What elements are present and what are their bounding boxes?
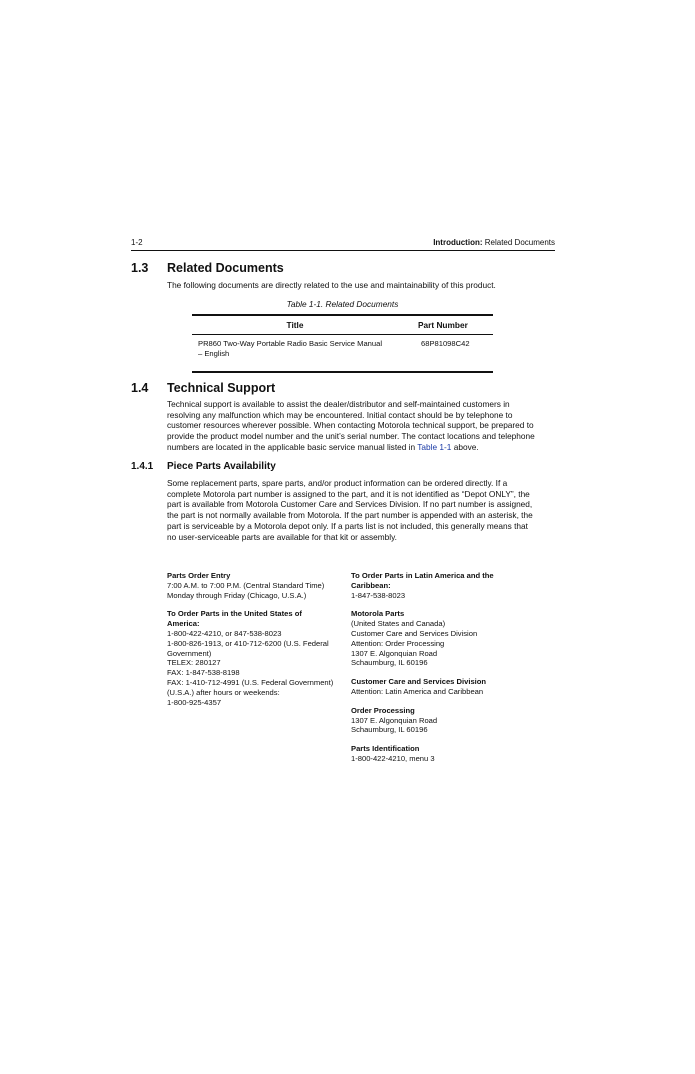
table-row-title-line2: – English <box>198 348 230 358</box>
motorola-parts-line: (United States and Canada) <box>351 619 446 629</box>
related-docs-intro: The following documents are directly related to the use and maintainability of this product. <box>167 280 496 290</box>
table-caption: Table 1-1. Related Documents <box>286 299 399 309</box>
pp-line-5: part is serviceable by a Motorola depot only. If a parts list is not included, this generally means that <box>167 520 528 531</box>
latam-title-2: Caribbean: <box>351 580 391 590</box>
us-order-line: 1-800-826-1913, or 410-712-6200 (U.S. Federal <box>167 638 329 648</box>
table-header-title: Title <box>286 320 304 330</box>
order-processing-title: Order Processing <box>351 705 415 715</box>
latam-phone: 1-847-538-8023 <box>351 590 406 600</box>
parts-order-entry-title: Parts Order Entry <box>167 571 231 580</box>
ts-line-5-pre: numbers are located in the applicable basic service manual listed in <box>167 441 418 452</box>
motorola-parts-line: 1307 E. Algonquian Road <box>351 648 438 658</box>
us-order-line: FAX: 1-847-538-8198 <box>167 668 240 678</box>
heading-1-4-number: 1.4 <box>131 381 149 395</box>
contacts-right-column <box>351 571 541 764</box>
table-header-rule <box>192 334 493 335</box>
pp-line-6: no user-serviceable parts are available for that kit or assembly. <box>167 531 397 542</box>
running-header-section: Introduction: <box>433 238 483 247</box>
table-bottom-rule <box>192 371 493 373</box>
motorola-parts-title: Motorola Parts <box>351 609 405 619</box>
us-order-line: TELEX: 280127 <box>167 658 221 668</box>
parts-identification-title: Parts Identification <box>351 744 420 754</box>
us-order-title-2: America: <box>167 619 200 629</box>
table-top-rule <box>192 314 493 316</box>
table-row-title <box>198 339 382 359</box>
running-header-title: Related Documents <box>482 238 555 247</box>
parts-order-entry-hours: 7:00 A.M. to 7:00 P.M. (Central Standard Time) <box>167 580 325 590</box>
ts-line-4: provide the product model number and the unit’s serial number. The contact locations and telephone <box>167 431 535 442</box>
heading-1-4 <box>131 381 275 395</box>
us-order-line: 1-800-925-4357 <box>167 697 222 707</box>
pp-line-1: Some replacement parts, spare parts, and/or product information can be ordered directly. If a <box>167 478 508 488</box>
ts-line-3: customer resources wherever possible. When contacting Motorola technical support, be prepared to <box>167 420 534 431</box>
heading-1-4-1-title: Piece Parts Availability <box>167 461 276 472</box>
piece-parts-paragraph <box>167 478 559 542</box>
parts-order-entry-days: Monday through Friday (Chicago, U.S.A.) <box>167 590 307 600</box>
us-order-line: Government) <box>167 648 212 658</box>
contacts-left-column <box>167 571 347 707</box>
technical-support-paragraph <box>167 399 559 453</box>
ts-line-1: Technical support is available to assist the dealer/distributor and self-maintained customers in <box>167 399 510 409</box>
ts-line-5 <box>167 442 559 453</box>
heading-1-4-title: Technical Support <box>167 381 276 395</box>
running-header <box>433 238 555 247</box>
order-processing-line: 1307 E. Algonquian Road <box>351 715 438 725</box>
us-order-line: 1-800-422-4210, or 847-538-8023 <box>167 628 282 638</box>
heading-1-4-1-number: 1.4.1 <box>131 461 154 472</box>
motorola-parts-line: Attention: Order Processing <box>351 638 445 648</box>
parts-identification-line: 1-800-422-4210, menu 3 <box>351 753 435 763</box>
ts-line-5-post: above. <box>451 441 479 452</box>
pp-line-2: complete Motorola part number is assigned to the part, and it is not identified as “Depot ONLY”, the <box>167 488 530 499</box>
heading-1-4-1 <box>131 461 276 472</box>
header-rule <box>131 250 555 251</box>
latam-title-1: To Order Parts in Latin America and the <box>351 571 494 580</box>
ccs-division-line: Attention: Latin America and Caribbean <box>351 686 484 696</box>
heading-1-3-number: 1.3 <box>131 261 149 275</box>
table-row-part-number: 68P81098C42 <box>421 339 470 348</box>
motorola-parts-line: Customer Care and Services Division <box>351 628 478 638</box>
heading-1-3-title: Related Documents <box>167 261 284 275</box>
us-order-line: FAX: 1-410-712-4991 (U.S. Federal Government) <box>167 677 334 687</box>
pp-line-4: the part is not normally available from Motorola. If the part number is appended with an asterisk, the <box>167 510 533 521</box>
table-1-1-link[interactable]: Table 1-1 <box>417 441 452 452</box>
ts-line-2: resolving any malfunction which may be encountered. Initial contact should be by telephone to <box>167 409 513 420</box>
ccs-division-title: Customer Care and Services Division <box>351 677 487 687</box>
pp-line-3: part is available from Motorola Customer Care and Services Division. If no part number is assigned, <box>167 499 533 510</box>
table-header-part-number: Part Number <box>418 320 468 330</box>
us-order-title-1: To Order Parts in the United States of <box>167 609 302 619</box>
page-number: 1-2 <box>131 238 143 247</box>
us-order-line: (U.S.A.) after hours or weekends: <box>167 687 280 697</box>
heading-1-3 <box>131 261 284 275</box>
table-row-title-line1: PR860 Two-Way Portable Radio Basic Service Manual <box>198 339 383 348</box>
order-processing-line: Schaumburg, IL 60196 <box>351 725 428 735</box>
motorola-parts-line: Schaumburg, IL 60196 <box>351 658 428 668</box>
